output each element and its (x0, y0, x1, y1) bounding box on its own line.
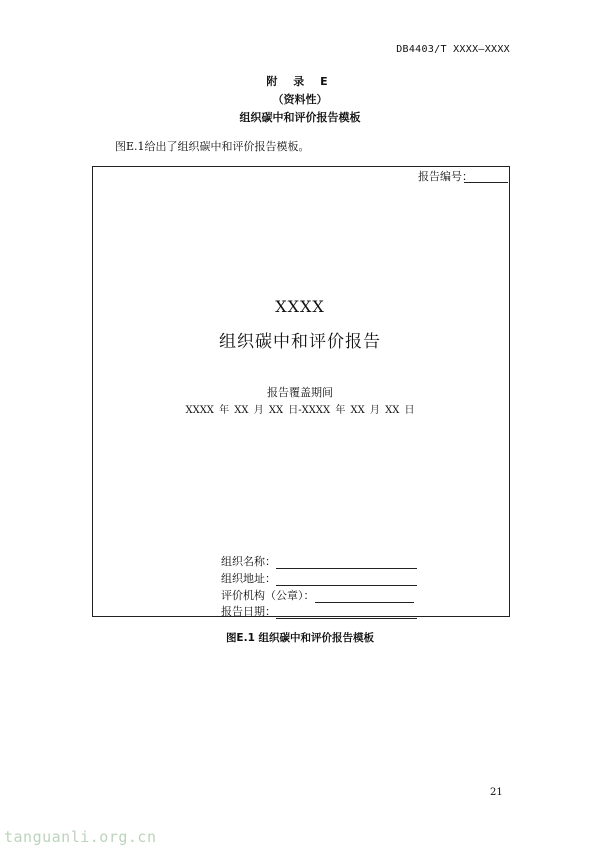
field-label: 报告日期： (221, 605, 276, 618)
field-label: 组织名称： (221, 555, 276, 568)
report-number-line (464, 182, 508, 183)
field-report-date (221, 603, 417, 619)
fill-line (276, 556, 417, 569)
appendix-name: 组织碳中和评价报告模板 (239, 111, 361, 124)
report-code: XXXX (275, 297, 325, 316)
fill-line (315, 590, 414, 603)
field-evaluator (221, 587, 414, 603)
fill-line (276, 573, 417, 586)
appendix-type: （资料性） (272, 93, 328, 106)
watermark: tanguanli.org.cn (4, 828, 157, 846)
field-org-name (221, 553, 417, 569)
figure-caption: 图E.1 组织碳中和评价报告模板 (225, 632, 375, 644)
field-org-address (221, 570, 417, 586)
standard-code: DB4403/T XXXX—XXXX (396, 44, 510, 55)
report-number-label: 报告编号： (418, 170, 473, 183)
period-value: XXXX 年 XX 月 XX 日-XXXX 年 XX 月 XX 日 (185, 405, 415, 416)
intro-text: 图E.1给出了组织碳中和评价报告模板。 (115, 140, 310, 153)
appendix-title: 附 录 E (266, 75, 334, 88)
fill-line (276, 606, 417, 619)
report-title: 组织碳中和评价报告 (219, 332, 381, 352)
field-label: 组织地址： (221, 572, 276, 585)
period-label: 报告覆盖期间 (267, 386, 333, 399)
field-label: 评价机构（公章）： (221, 589, 315, 602)
page-number: 21 (490, 787, 503, 798)
